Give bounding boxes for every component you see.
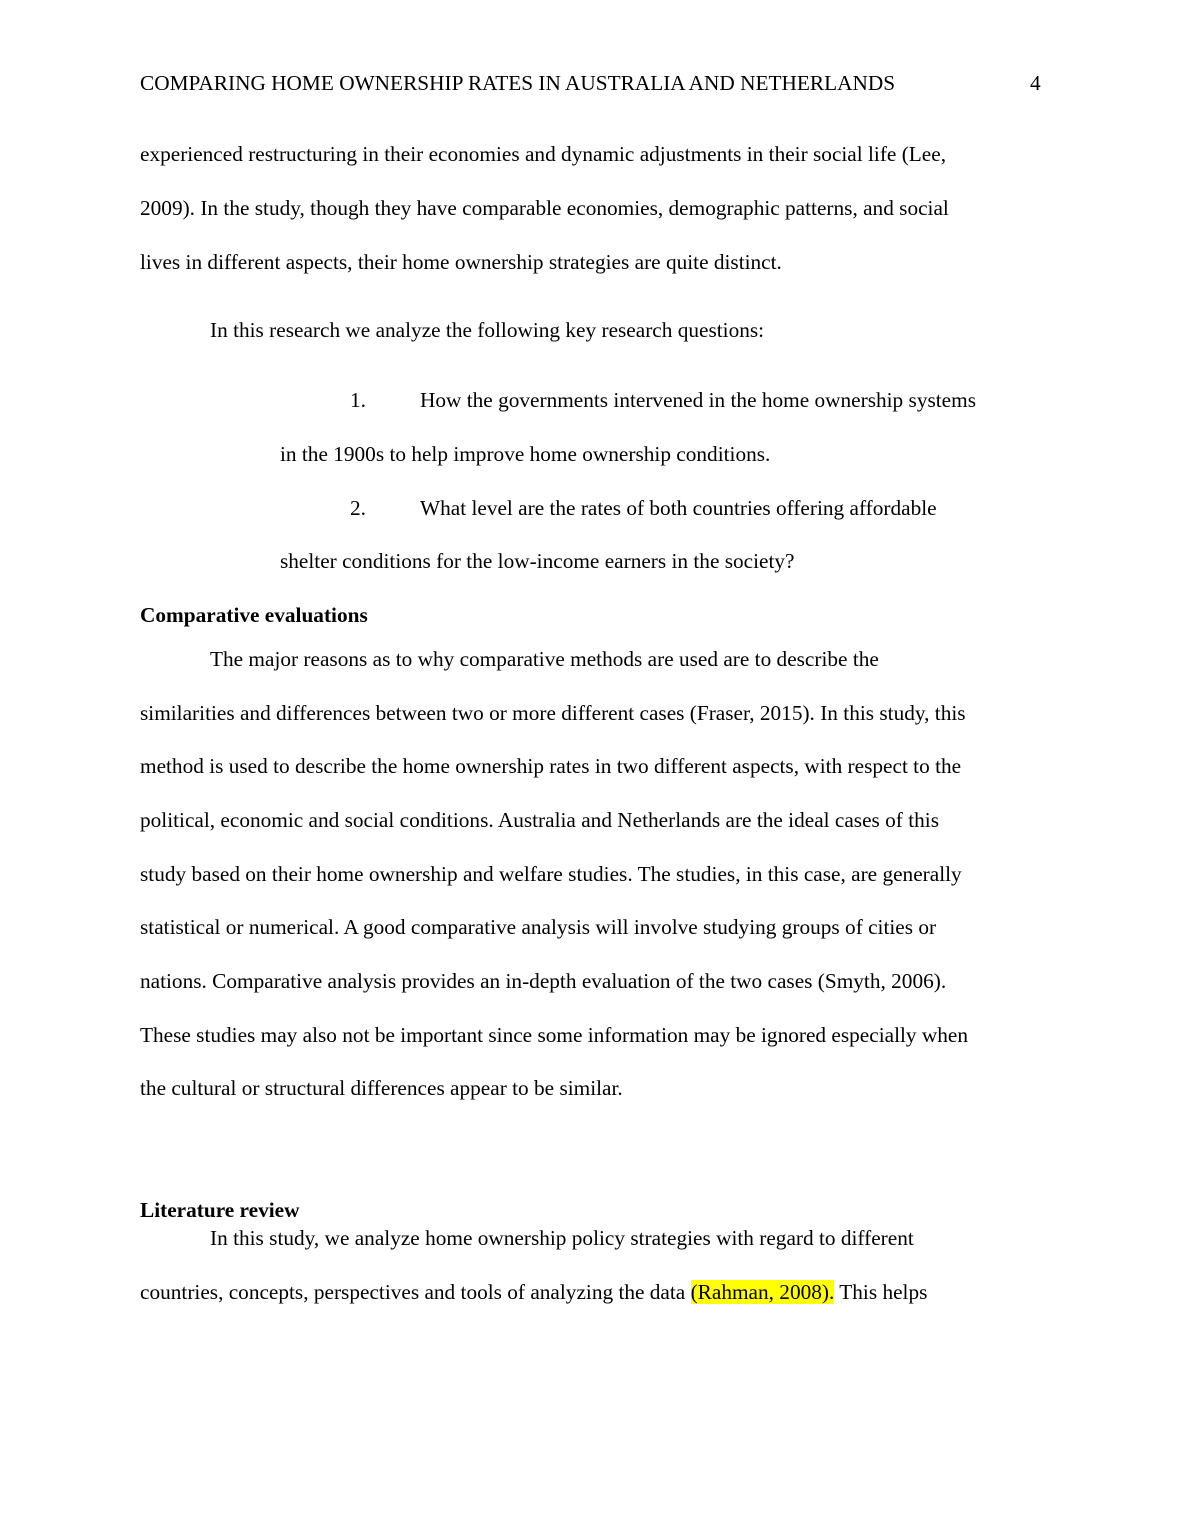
running-head: COMPARING HOME OWNERSHIP RATES IN AUSTRALIA AND NETHERLANDS (140, 71, 896, 95)
paragraph-line: the cultural or structural differences appear to be similar. (140, 1076, 623, 1100)
page-number: 4 (1030, 71, 1041, 95)
literature-line-2-tail: This helps (834, 1280, 928, 1304)
intro-line-3: lives in different aspects, their home ownership strategies are quite distinct. (140, 250, 782, 274)
literature-line-2 (140, 1279, 927, 1305)
literature-line-2-text: countries, concepts, perspectives and tools of analyzing the data (140, 1280, 691, 1304)
highlighted-citation: (Rahman, 2008). (690, 1280, 835, 1304)
paragraph-line: method is used to describe the home ownership rates in two different aspects, with respect to the (140, 754, 962, 778)
paragraph-line: These studies may also not be important since some information may be ignored especially when (140, 1023, 968, 1047)
literature-line-1: In this study, we analyze home ownership policy strategies with regard to different (210, 1226, 914, 1250)
question-2-line-2: shelter conditions for the low-income earners in the society? (280, 549, 795, 573)
paragraph-line: similarities and differences between two or more different cases (Fraser, 2015). In this study, this (140, 701, 966, 725)
paragraph-line: nations. Comparative analysis provides an in-depth evaluation of the two cases (Smyth, 2006). (140, 969, 947, 993)
section-heading-comparative-evaluations: Comparative evaluations (140, 603, 368, 627)
paragraph-line: study based on their home ownership and welfare studies. The studies, in this case, are generally (140, 862, 962, 886)
question-2-number: 2. (350, 496, 366, 520)
questions-intro: In this research we analyze the following key research questions: (210, 318, 765, 342)
question-1-line-1: How the governments intervened in the home ownership systems (420, 388, 976, 412)
question-1-line-2: in the 1900s to help improve home ownership conditions. (280, 442, 771, 466)
section-heading-literature-review: Literature review (140, 1198, 300, 1222)
question-2-line-1: What level are the rates of both countries offering affordable (420, 496, 937, 520)
question-1-number: 1. (350, 388, 366, 412)
intro-line-1: experienced restructuring in their economies and dynamic adjustments in their social life (Lee, (140, 142, 947, 166)
intro-line-2: 2009). In the study, though they have comparable economies, demographic patterns, and social (140, 196, 949, 220)
paragraph-line: The major reasons as to why comparative methods are used are to describe the (210, 647, 879, 671)
paragraph-line: statistical or numerical. A good comparative analysis will involve studying groups of cities or (140, 915, 937, 939)
paragraph-line: political, economic and social conditions. Australia and Netherlands are the ideal cases of this (140, 808, 939, 832)
